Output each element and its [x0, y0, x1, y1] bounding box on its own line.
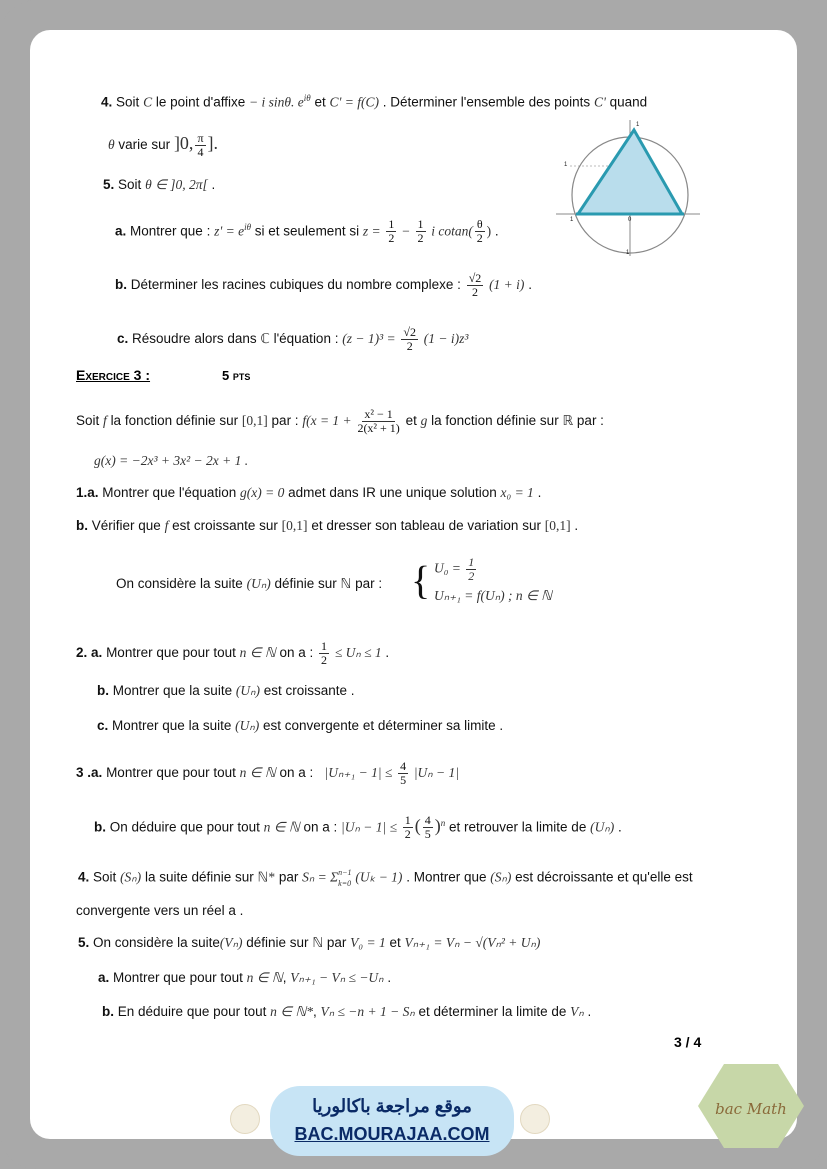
page-number: 3 / 4: [674, 1034, 702, 1050]
q3b-line: b. On déduire que pour tout n ∈ ℕ on a : |Uₙ − 1| ≤ $\frac{1}{2}$ ( $\frac{4}{5}$ )$^n$ et retrouver la limite de (Uₙ) .: [94, 813, 622, 842]
figure-label-bottom-left: 1: [570, 217, 574, 223]
site-logo-left: [230, 1104, 260, 1134]
figure-label-bottom: 1: [626, 250, 630, 256]
q4-line2: θ varie sur ]0, $\frac{\pi}{4}$ ].: [108, 131, 218, 159]
unit-circle-figure: [556, 118, 700, 258]
q4b-line2: convergente vers un réel a .: [76, 903, 244, 918]
q2a-line: 2. a. Montrer que pour tout n ∈ ℕ on a : $\frac{1}{2}$ ≤ Uₙ ≤ 1 .: [76, 639, 390, 667]
q1a-line: 1.a. Montrer que l'équation g(x) = 0 admet dans IR une unique solution x₀ = 1 .: [76, 485, 542, 500]
footer-website-link[interactable]: BAC.MOURAJAA.COM: [294, 1124, 490, 1144]
q5v-line: 5. On considère la suite(Vₙ) définie sur ℕ par V₀ = 1 et Vₙ₊₁ = Vₙ − √(Vₙ² + Uₙ): [78, 935, 541, 950]
site-logo-right: [520, 1104, 550, 1134]
q5a-line: a. Montrer que : $z' = e^{i\theta}$ si et seulement si z = $\frac{1}{2}$ − $\frac{1}{2}$ i cotan( $\frac{\theta}{2}$ ) .: [115, 217, 499, 246]
figure-label-origin: 0: [628, 217, 632, 223]
exercise-points: 5 pts: [222, 368, 251, 383]
q2c-line: c. Montrer que la suite (Uₙ) est convergente et déterminer sa limite .: [97, 718, 504, 733]
figure-label-left: 1: [564, 162, 568, 168]
figure-label-top: 1: [636, 122, 640, 128]
pi-over-4-fraction: $\frac{\pi}{4}$: [197, 131, 204, 159]
triangle-region: [578, 130, 682, 214]
q4-line1: 4. Soit C le point d'affixe − i sinθ. $e^{i\theta}$ et C' = f(C) . Déterminer l'ensemble des points C' quand: [101, 93, 648, 110]
q5c-line: c. Résoudre alors dans ℂ l'équation : (z − 1)³ = $\frac{√2}{2}$ (1 − i)z³: [117, 325, 469, 353]
bac-math-logo: [696, 1062, 806, 1150]
q3a-line: 3 .a. Montrer que pour tout n ∈ ℕ on a : |Uₙ₊₁ − 1| ≤ $\frac{4}{5}$ |Uₙ − 1|: [76, 759, 460, 787]
q5b-line: b. Déterminer les racines cubiques du nombre complexe : $\frac{√2}{2}$ (1 + i) .: [115, 271, 532, 299]
suite-system: { U₀ = $\frac{1}{2}$ Uₙ₊₁ = f(Uₙ) ; n ∈ ℕ: [411, 555, 552, 603]
suite-text: On considère la suite (Uₙ) définie sur ℕ par :: [116, 576, 383, 591]
g-definition: g(x) = −2x³ + 3x² − 2x + 1 .: [94, 453, 249, 468]
exercise-title: Exercice 3 :: [76, 367, 151, 383]
q4b-line1: 4. Soit (Sₙ) la suite définie sur ℕ* par Sₙ = Σ n−1 k=0 (Uₖ − 1) . Montrer que (Sₙ) est décroissante et qu'elle est: [78, 868, 693, 888]
q5va-line: a. Montrer que pour tout n ∈ ℕ, Vₙ₊₁ − Vₙ ≤ −Uₙ .: [98, 970, 392, 985]
footer-arabic-title: موقع مراجعة باكالوريا: [312, 1096, 472, 1116]
q5-line: 5. Soit θ ∈ ]0, 2π[ .: [103, 177, 216, 192]
logo-text: bac Math: [715, 1100, 787, 1118]
q2b-line: b. Montrer que la suite (Uₙ) est croissante .: [97, 683, 355, 698]
intro-line: Soit f la fonction définie sur [0,1] par : f(x = 1 + $\frac{\text{x² − 1}}{\text{2(x² + 1)}}$ et g la fonction définie sur ℝ par :: [76, 407, 604, 435]
q1b-line: b. Vérifier que f est croissante sur [0,1] et dresser son tableau de variation sur [0,1] .: [76, 518, 579, 533]
q5vb-line: b. En déduire que pour tout n ∈ ℕ*, Vₙ ≤ −n + 1 − Sₙ et déterminer la limite de Vₙ .: [102, 1004, 592, 1019]
